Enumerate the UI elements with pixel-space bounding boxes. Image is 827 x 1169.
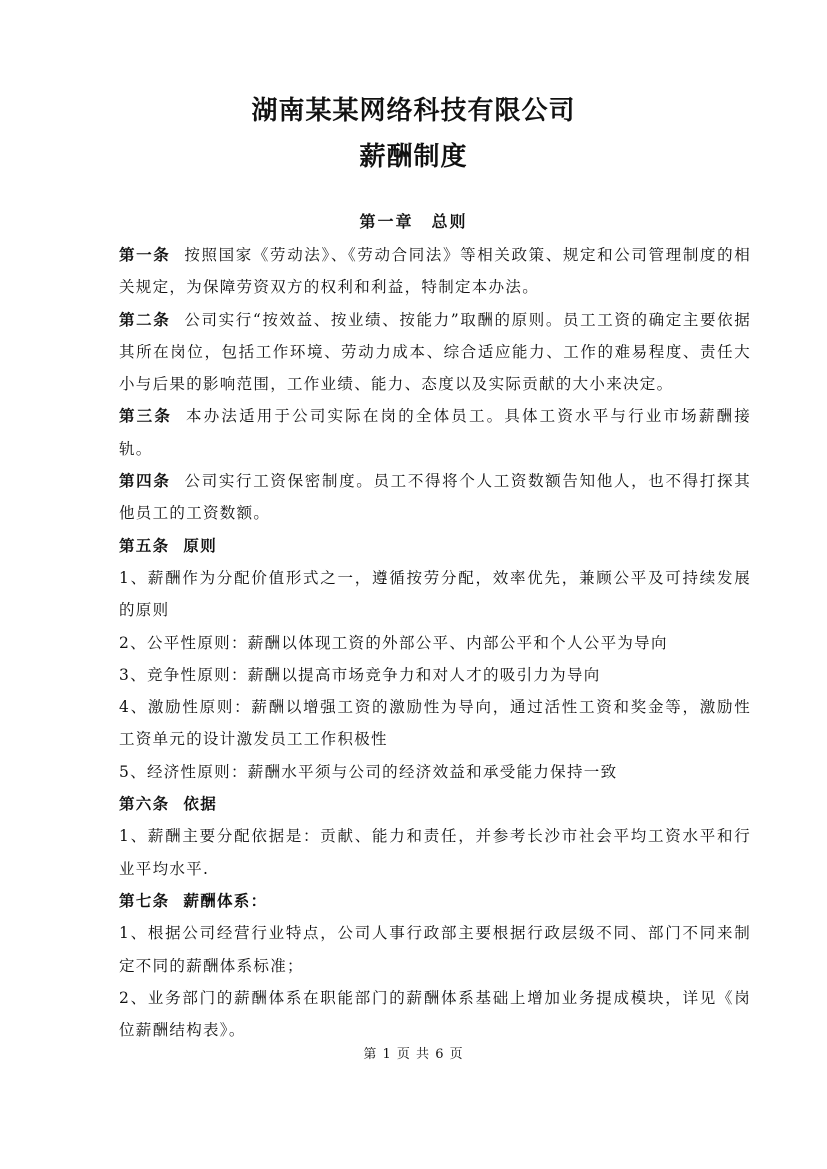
article-label: 第三条 (119, 406, 173, 426)
company-title: 湖南某某网络科技有限公司 (251, 96, 576, 126)
article-text: 公司实行工资保密制度。员工不得将个人工资数额告知他人，也不得打探其他员工的工资数额。 (119, 472, 751, 523)
section-title: 薪酬体系： (183, 890, 268, 910)
section-label: 第六条 (119, 794, 170, 814)
list-item: 1、薪酬主要分配依据是：贡献、能力和责任，并参考长沙市社会平均工资水平和行业平均水平. (119, 827, 751, 878)
article-label: 第四条 (119, 471, 171, 491)
article-text: 公司实行“按效益、按业绩、按能力”取酬的原则。员工工资的确定主要依据其所在岗位，包括工作环境、劳动力成本、综合适应能力、工作的难易程度、责任大小与后果的影响范围，工作业绩、能力、态度以及实际贡献的大小来决定。 (119, 310, 751, 394)
list-item: 4、激励性原则：薪酬以增强工资的激励性为导向，通过活性工资和奖金等，激励性工资单元的设计激发员工工作积极性 (119, 698, 751, 749)
article-2 (119, 304, 751, 401)
list-item: 3、竞争性原则：薪酬以提高市场竞争力和对人才的吸引力为导向 (119, 665, 601, 684)
section-title: 原则 (183, 535, 218, 555)
list-item: 2、业务部门的薪酬体系在职能部门的薪酬体系基础上增加业务提成模块，详见《岗位薪酬结构表》。 (119, 988, 751, 1040)
page-number: 第 1 页 共 6 页 (363, 1047, 464, 1062)
article-text: 本办法适用于公司实际在岗的全体员工。具体工资水平与行业市场薪酬接轨。 (119, 407, 751, 458)
list-item: 1、根据公司经营行业特点，公司人事行政部主要根据行政层级不同、部门不同来制定不同的薪酬体系标准； (119, 924, 751, 975)
section-label: 第五条 (119, 535, 170, 555)
list-item: 2、公平性原则：薪酬以体现工资的外部公平、内部公平和个人公平为导向 (119, 633, 668, 652)
article-text: 按照国家《劳动法》、《劳动合同法》等相关政策、规定和公司管理制度的相关规定，为保障劳资双方的权利和利益，特制定本办法。 (119, 246, 752, 297)
article-label: 第一条 (119, 245, 171, 264)
section-7-heading (119, 885, 751, 917)
article-label: 第二条 (119, 309, 171, 329)
list-item: 1、薪酬作为分配价值形式之一，遵循按劳分配，效率优先，兼顾公平及可持续发展的原则 (119, 568, 751, 620)
section-6-heading (119, 788, 751, 820)
article-4 (119, 465, 751, 530)
document-title: 薪酬制度 (359, 142, 468, 172)
list-item: 5、经济性原则：薪酬水平须与公司的经济效益和承受能力保持一致 (119, 762, 618, 781)
section-label: 第七条 (119, 890, 170, 910)
chapter-heading: 第一章 总则 (359, 212, 468, 231)
article-1 (119, 239, 751, 304)
document-body (119, 239, 751, 1046)
section-title: 依据 (183, 794, 218, 814)
article-3 (119, 400, 751, 465)
section-5-heading (119, 530, 751, 562)
